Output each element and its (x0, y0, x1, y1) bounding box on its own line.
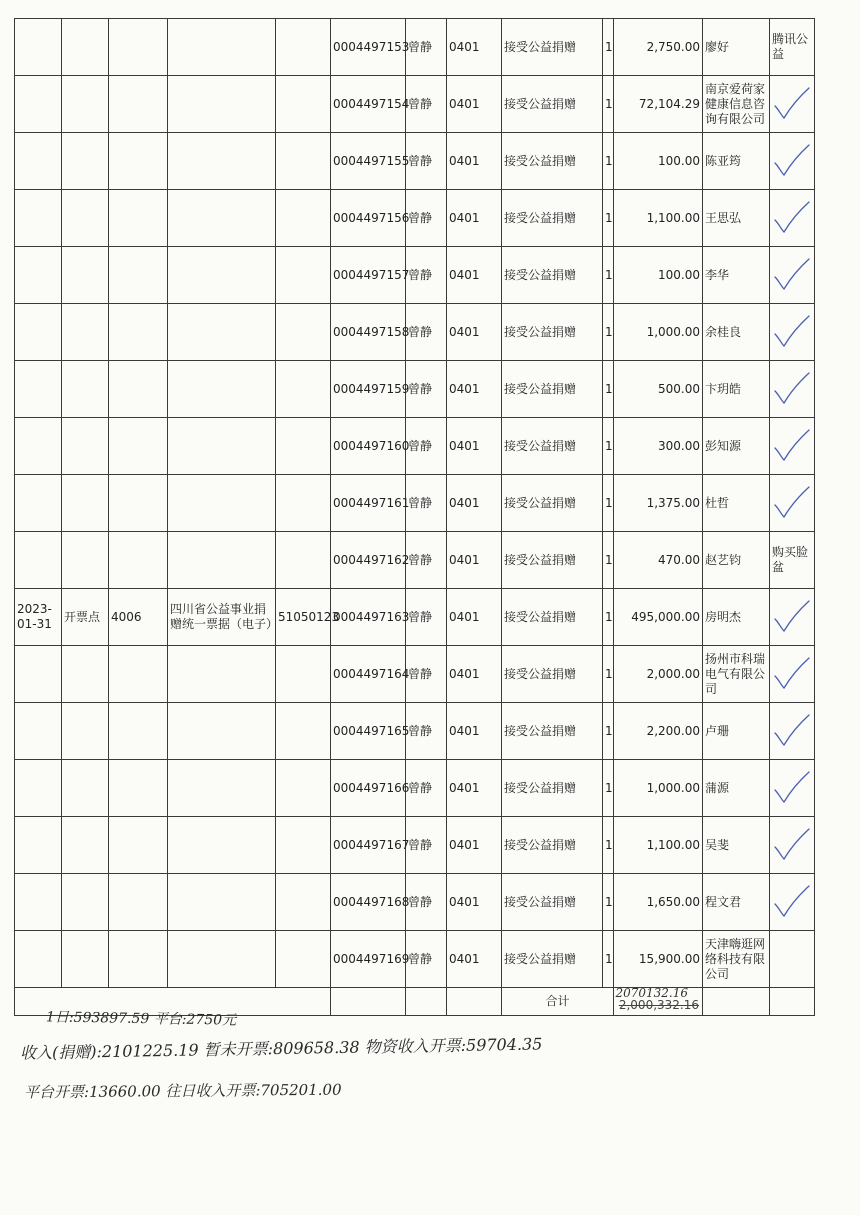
ticket-name-cell (168, 304, 276, 361)
ticket-name-cell (168, 190, 276, 247)
ticket-number-cell: 0004497158 (331, 304, 406, 361)
amount-cell: 500.00 (614, 361, 703, 418)
code-cell (109, 874, 168, 931)
check-mark-icon (772, 882, 812, 920)
operator-code-cell: 0401 (447, 133, 502, 190)
payer-cell: 南京爱荷家健康信息咨询有限公司 (703, 76, 770, 133)
code-cell (109, 703, 168, 760)
batch-cell (276, 247, 331, 304)
handler-cell: 曾静 (406, 703, 447, 760)
note-cell (770, 703, 815, 760)
batch-cell (276, 76, 331, 133)
ticket-number-cell: 0004497163 (331, 589, 406, 646)
note-cell (770, 874, 815, 931)
table-row (15, 931, 815, 988)
total-amount-cell (614, 988, 703, 1016)
type-cell (62, 817, 109, 874)
table-row (15, 19, 815, 76)
amount-cell: 1,375.00 (614, 475, 703, 532)
payer-cell: 杜哲 (703, 475, 770, 532)
note-cell: 购买脸盆 (770, 532, 815, 589)
description-cell: 接受公益捐赠 (502, 931, 603, 988)
date-cell (15, 361, 62, 418)
total-handwritten-amount: 2070132.16 (615, 986, 688, 1000)
date-cell (15, 646, 62, 703)
total-label: 合计 (502, 988, 614, 1016)
amount-cell: 72,104.29 (614, 76, 703, 133)
ticket-number-cell: 0004497167 (331, 817, 406, 874)
quantity-cell: 1 (603, 361, 614, 418)
check-mark-icon (772, 198, 812, 236)
code-cell (109, 817, 168, 874)
amount-cell: 1,100.00 (614, 190, 703, 247)
code-cell (109, 646, 168, 703)
payer-cell: 彭知源 (703, 418, 770, 475)
total-blank-cell (770, 988, 815, 1016)
handler-cell: 曾静 (406, 532, 447, 589)
batch-cell (276, 475, 331, 532)
type-cell (62, 76, 109, 133)
type-cell (62, 304, 109, 361)
type-cell (62, 760, 109, 817)
description-cell: 接受公益捐赠 (502, 190, 603, 247)
handwritten-note-line2: 收入(捐赠):2101225.19 暂未开票:809658.38 物资收入开票:59704.35 (19, 1034, 543, 1063)
ticket-number-cell: 0004497159 (331, 361, 406, 418)
date-cell (15, 19, 62, 76)
date-cell (15, 304, 62, 361)
code-cell (109, 304, 168, 361)
note-cell (770, 931, 815, 988)
date-cell (15, 418, 62, 475)
description-cell: 接受公益捐赠 (502, 817, 603, 874)
note-cell (770, 475, 815, 532)
batch-cell (276, 646, 331, 703)
note-cell (770, 589, 815, 646)
batch-cell (276, 361, 331, 418)
ticket-number-cell: 0004497155 (331, 133, 406, 190)
table-row (15, 76, 815, 133)
quantity-cell: 1 (603, 19, 614, 76)
amount-cell: 2,200.00 (614, 703, 703, 760)
handler-cell: 曾静 (406, 304, 447, 361)
operator-code-cell: 0401 (447, 760, 502, 817)
note-cell: 腾讯公益 (770, 19, 815, 76)
operator-code-cell: 0401 (447, 475, 502, 532)
amount-cell: 1,000.00 (614, 304, 703, 361)
date-cell (15, 247, 62, 304)
description-cell: 接受公益捐赠 (502, 475, 603, 532)
quantity-cell: 1 (603, 760, 614, 817)
total-blank-cell (703, 988, 770, 1016)
code-cell (109, 247, 168, 304)
type-cell (62, 418, 109, 475)
date-cell: 2023-01-31 (15, 589, 62, 646)
amount-cell: 495,000.00 (614, 589, 703, 646)
quantity-cell: 1 (603, 532, 614, 589)
batch-cell: 51050123 (276, 589, 331, 646)
operator-code-cell: 0401 (447, 190, 502, 247)
total-blank-cell (406, 988, 447, 1016)
ticket-name-cell (168, 760, 276, 817)
handler-cell: 曾静 (406, 190, 447, 247)
handler-cell: 曾静 (406, 931, 447, 988)
code-cell (109, 532, 168, 589)
description-cell: 接受公益捐赠 (502, 874, 603, 931)
table-row (15, 190, 815, 247)
ticket-name-cell (168, 817, 276, 874)
ticket-number-cell: 0004497154 (331, 76, 406, 133)
total-blank-cell (331, 988, 406, 1016)
payer-cell: 卞玥皓 (703, 361, 770, 418)
quantity-cell: 1 (603, 931, 614, 988)
description-cell: 接受公益捐赠 (502, 76, 603, 133)
handler-cell: 曾静 (406, 817, 447, 874)
handler-cell: 曾静 (406, 475, 447, 532)
ticket-number-cell: 0004497153 (331, 19, 406, 76)
ticket-name-cell (168, 361, 276, 418)
ticket-name-cell (168, 532, 276, 589)
check-mark-icon (772, 597, 812, 635)
type-cell (62, 475, 109, 532)
table-row (15, 532, 815, 589)
code-cell (109, 361, 168, 418)
description-cell: 接受公益捐赠 (502, 646, 603, 703)
quantity-cell: 1 (603, 703, 614, 760)
type-cell (62, 190, 109, 247)
ticket-name-cell (168, 931, 276, 988)
payer-cell: 扬州市科瑞电气有限公司 (703, 646, 770, 703)
date-cell (15, 76, 62, 133)
payer-cell: 房明杰 (703, 589, 770, 646)
ledger-body (15, 19, 815, 1016)
amount-cell: 2,000.00 (614, 646, 703, 703)
payer-cell: 王思弘 (703, 190, 770, 247)
type-cell (62, 703, 109, 760)
ticket-number-cell: 0004497161 (331, 475, 406, 532)
type-cell (62, 931, 109, 988)
type-cell (62, 532, 109, 589)
batch-cell (276, 532, 331, 589)
payer-cell: 余桂良 (703, 304, 770, 361)
amount-cell: 100.00 (614, 133, 703, 190)
operator-code-cell: 0401 (447, 19, 502, 76)
code-cell (109, 475, 168, 532)
operator-code-cell: 0401 (447, 418, 502, 475)
description-cell: 接受公益捐赠 (502, 589, 603, 646)
date-cell (15, 931, 62, 988)
operator-code-cell: 0401 (447, 304, 502, 361)
handwritten-note-line1: 1日:593897.59 平台:2750元 (45, 1009, 237, 1029)
code-cell (109, 19, 168, 76)
note-cell (770, 76, 815, 133)
ticket-name-cell (168, 475, 276, 532)
handler-cell: 曾静 (406, 646, 447, 703)
check-mark-icon (772, 654, 812, 692)
description-cell: 接受公益捐赠 (502, 361, 603, 418)
batch-cell (276, 133, 331, 190)
type-cell (62, 361, 109, 418)
operator-code-cell: 0401 (447, 76, 502, 133)
check-mark-icon (772, 84, 812, 122)
operator-code-cell: 0401 (447, 817, 502, 874)
ticket-number-cell: 0004497162 (331, 532, 406, 589)
date-cell (15, 817, 62, 874)
code-cell (109, 760, 168, 817)
payer-cell: 吴斐 (703, 817, 770, 874)
description-cell: 接受公益捐赠 (502, 760, 603, 817)
table-row (15, 874, 815, 931)
table-row (15, 361, 815, 418)
handler-cell: 曾静 (406, 19, 447, 76)
batch-cell (276, 760, 331, 817)
table-row (15, 304, 815, 361)
quantity-cell: 1 (603, 475, 614, 532)
quantity-cell: 1 (603, 133, 614, 190)
note-cell (770, 817, 815, 874)
handler-cell: 曾静 (406, 133, 447, 190)
date-cell (15, 190, 62, 247)
date-cell (15, 532, 62, 589)
date-cell (15, 760, 62, 817)
amount-cell: 1,000.00 (614, 760, 703, 817)
quantity-cell: 1 (603, 76, 614, 133)
quantity-cell: 1 (603, 646, 614, 703)
table-row (15, 247, 815, 304)
description-cell: 接受公益捐赠 (502, 304, 603, 361)
batch-cell (276, 931, 331, 988)
amount-cell: 1,100.00 (614, 817, 703, 874)
type-cell (62, 19, 109, 76)
description-cell: 接受公益捐赠 (502, 703, 603, 760)
payer-cell: 蒲源 (703, 760, 770, 817)
note-cell (770, 646, 815, 703)
quantity-cell: 1 (603, 874, 614, 931)
quantity-cell: 1 (603, 304, 614, 361)
note-cell (770, 760, 815, 817)
ticket-name-cell: 四川省公益事业捐赠统一票据（电子） (168, 589, 276, 646)
code-cell (109, 76, 168, 133)
note-cell (770, 247, 815, 304)
payer-cell: 卢珊 (703, 703, 770, 760)
batch-cell (276, 817, 331, 874)
check-mark-icon (772, 825, 812, 863)
table-row (15, 418, 815, 475)
amount-cell: 1,650.00 (614, 874, 703, 931)
check-mark-icon (772, 426, 812, 464)
ticket-number-cell: 0004497168 (331, 874, 406, 931)
type-cell (62, 247, 109, 304)
operator-code-cell: 0401 (447, 361, 502, 418)
table-row (15, 760, 815, 817)
handler-cell: 曾静 (406, 418, 447, 475)
check-mark-icon (772, 312, 812, 350)
total-printed-amount: 2,000,332.16 (618, 998, 699, 1012)
batch-cell (276, 19, 331, 76)
note-cell (770, 418, 815, 475)
ticket-name-cell (168, 247, 276, 304)
quantity-cell: 1 (603, 589, 614, 646)
code-cell (109, 190, 168, 247)
ticket-name-cell (168, 76, 276, 133)
check-mark-icon (772, 369, 812, 407)
note-cell (770, 190, 815, 247)
ticket-number-cell: 0004497157 (331, 247, 406, 304)
ticket-number-cell: 0004497164 (331, 646, 406, 703)
handler-cell: 曾静 (406, 760, 447, 817)
batch-cell (276, 304, 331, 361)
note-cell (770, 304, 815, 361)
payer-cell: 赵艺钧 (703, 532, 770, 589)
check-mark-icon (772, 768, 812, 806)
quantity-cell: 1 (603, 247, 614, 304)
date-cell (15, 475, 62, 532)
handwritten-note-line3: 平台开票:13660.00 往日收入开票:705201.00 (23, 1080, 342, 1102)
ticket-number-cell: 0004497156 (331, 190, 406, 247)
operator-code-cell: 0401 (447, 931, 502, 988)
description-cell: 接受公益捐赠 (502, 133, 603, 190)
note-cell (770, 361, 815, 418)
quantity-cell: 1 (603, 817, 614, 874)
ticket-number-cell: 0004497160 (331, 418, 406, 475)
check-mark-icon (772, 255, 812, 293)
handler-cell: 曾静 (406, 76, 447, 133)
table-row (15, 589, 815, 646)
ticket-number-cell: 0004497169 (331, 931, 406, 988)
code-cell (109, 133, 168, 190)
operator-code-cell: 0401 (447, 589, 502, 646)
operator-code-cell: 0401 (447, 874, 502, 931)
ticket-name-cell (168, 874, 276, 931)
donation-ledger-table (14, 18, 815, 1016)
note-cell (770, 133, 815, 190)
description-cell: 接受公益捐赠 (502, 532, 603, 589)
operator-code-cell: 0401 (447, 646, 502, 703)
handler-cell: 曾静 (406, 361, 447, 418)
type-cell (62, 646, 109, 703)
description-cell: 接受公益捐赠 (502, 19, 603, 76)
code-cell (109, 931, 168, 988)
batch-cell (276, 874, 331, 931)
amount-cell: 15,900.00 (614, 931, 703, 988)
ticket-number-cell: 0004497166 (331, 760, 406, 817)
type-cell (62, 874, 109, 931)
handler-cell: 曾静 (406, 874, 447, 931)
quantity-cell: 1 (603, 190, 614, 247)
amount-cell: 2,750.00 (614, 19, 703, 76)
ticket-name-cell (168, 646, 276, 703)
check-mark-icon (772, 141, 812, 179)
description-cell: 接受公益捐赠 (502, 418, 603, 475)
table-row (15, 646, 815, 703)
code-cell: 4006 (109, 589, 168, 646)
payer-cell: 程文君 (703, 874, 770, 931)
check-mark-icon (772, 483, 812, 521)
quantity-cell: 1 (603, 418, 614, 475)
amount-cell: 100.00 (614, 247, 703, 304)
operator-code-cell: 0401 (447, 247, 502, 304)
ticket-name-cell (168, 703, 276, 760)
type-cell: 开票点 (62, 589, 109, 646)
handler-cell: 曾静 (406, 247, 447, 304)
operator-code-cell: 0401 (447, 703, 502, 760)
table-row (15, 133, 815, 190)
payer-cell: 廖好 (703, 19, 770, 76)
payer-cell: 天津嗨逛网络科技有限公司 (703, 931, 770, 988)
table-row (15, 817, 815, 874)
amount-cell: 470.00 (614, 532, 703, 589)
ticket-number-cell: 0004497165 (331, 703, 406, 760)
batch-cell (276, 418, 331, 475)
ticket-name-cell (168, 19, 276, 76)
type-cell (62, 133, 109, 190)
batch-cell (276, 703, 331, 760)
date-cell (15, 133, 62, 190)
amount-cell: 300.00 (614, 418, 703, 475)
table-row (15, 703, 815, 760)
operator-code-cell: 0401 (447, 532, 502, 589)
ticket-name-cell (168, 133, 276, 190)
date-cell (15, 703, 62, 760)
date-cell (15, 874, 62, 931)
handler-cell: 曾静 (406, 589, 447, 646)
code-cell (109, 418, 168, 475)
batch-cell (276, 190, 331, 247)
table-row (15, 475, 815, 532)
check-mark-icon (772, 711, 812, 749)
description-cell: 接受公益捐赠 (502, 247, 603, 304)
payer-cell: 李华 (703, 247, 770, 304)
total-blank-cell (447, 988, 502, 1016)
ticket-name-cell (168, 418, 276, 475)
payer-cell: 陈亚筠 (703, 133, 770, 190)
